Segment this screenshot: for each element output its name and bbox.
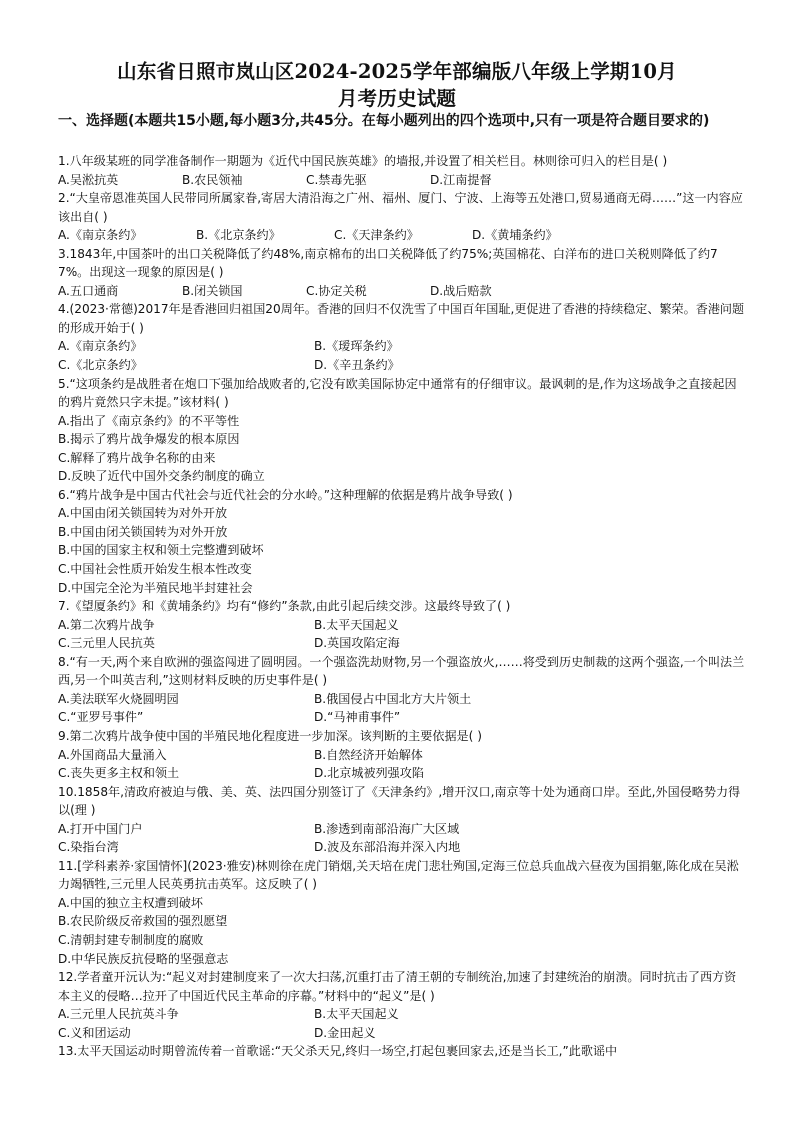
- answer-option[interactable]: C.禁毒先驱: [306, 172, 367, 187]
- question-stem: 9.第二次鸦片战争使中国的半殖民地化程度进一步加深。该判断的主要依据是( ): [58, 728, 482, 743]
- answer-option[interactable]: B.太平天国起义: [314, 1007, 399, 1022]
- exam-title-line2: 月考历史试题: [337, 87, 457, 110]
- option-row: [58, 634, 748, 653]
- answer-option[interactable]: B.中国由闭关锁国转为对外开放: [58, 524, 228, 539]
- question-stem: 10.1858年,清政府被迫与俄、美、英、法四国分别签订了《天津条约》,增开汉口,南京等十处为通商口岸。至此,外国侵略势力得以(理 ): [58, 784, 741, 818]
- question-stem: 2.“大皇帝恩准英国人民带同所属家眷,寄居大清沿海之广州、福州、厦门、宁波、上海等五处港口,贸易通商无碍……”这一内容应该出自( ): [58, 191, 743, 224]
- answer-option[interactable]: D.《辛丑条约》: [314, 358, 400, 373]
- answer-option[interactable]: D.中国完全沦为半殖民地半封建社会: [58, 580, 253, 595]
- question-item: [58, 375, 748, 486]
- option-row: [58, 449, 748, 468]
- option-row: [58, 467, 748, 486]
- option-row: [58, 950, 748, 969]
- question-item: [58, 486, 748, 597]
- question-stem: 7.《望厦条约》和《黄埔条约》均有“修约”条款,由此引起后续交涉。这最终导致了( ): [58, 599, 511, 614]
- answer-option[interactable]: D.反映了近代中国外交条约制度的确立: [58, 469, 265, 484]
- answer-option[interactable]: C.三元里人民抗英: [58, 636, 155, 651]
- question-item: [58, 1042, 748, 1061]
- option-row: [58, 912, 748, 931]
- answer-option[interactable]: A.美法联军火烧圆明园: [58, 691, 179, 706]
- answer-option[interactable]: C.义和团运动: [58, 1025, 131, 1040]
- answer-option[interactable]: D.战后赔款: [430, 283, 492, 298]
- option-row: [58, 337, 748, 356]
- question-stem: 3.1843年,中国茶叶的出口关税降低了约48%,南京棉布的出口关税降低了约75%;英国棉花、白洋布的进口关税则降低了约77%。出现这一现象的原因是( ): [58, 246, 718, 280]
- answer-option[interactable]: D.《黄埔条约》: [472, 228, 558, 243]
- option-row: [58, 764, 748, 783]
- question-stem: 5.“这项条约是战胜者在炮口下强加给战败者的,它没有欧美国际协定中通常有的仔细审议。最讽刺的是,作为这场战争之直接起因的鸦片竟然只字未提。”该材料( ): [58, 376, 737, 410]
- option-row: [58, 356, 748, 375]
- option-row: [58, 1005, 748, 1024]
- option-row: [58, 579, 748, 598]
- section-heading: 一、选择题(本题共15小题,每小题3分,共45分。在每小题列出的四个选项中,只有一项是符合题目要求的): [58, 113, 710, 129]
- question-stem: 1.八年级某班的同学准备制作一期题为《近代中国民族英雄》的墙报,并设置了相关栏目。林则徐可归入的栏目是( ): [58, 154, 668, 168]
- question-item: [58, 152, 748, 189]
- option-row: [58, 412, 748, 431]
- question-item: [58, 857, 748, 968]
- answer-option[interactable]: B.中国的国家主权和领土完整遭到破坏: [58, 543, 264, 558]
- question-stem: 11.[学科素养·家国情怀](2023·雅安)林则徐在虎门销烟,关天培在虎门悲壮殉国,定海三位总兵血战六昼夜为国捐躯,陈化成在吴淞力竭牺牲,三元里人民英勇抗击英军。这反映了( ): [58, 858, 739, 892]
- answer-option[interactable]: D.中华民族反抗侵略的坚强意志: [58, 951, 229, 966]
- question-item: [58, 968, 748, 1042]
- answer-option[interactable]: B.自然经济开始解体: [314, 747, 423, 762]
- answer-option[interactable]: A.五口通商: [58, 283, 119, 298]
- question-item: [58, 597, 748, 653]
- question-list: [58, 152, 748, 1061]
- answer-option[interactable]: A.第二次鸦片战争: [58, 617, 155, 632]
- answer-option[interactable]: C.解释了鸦片战争名称的由来: [58, 450, 216, 465]
- answer-option[interactable]: A.《南京条约》: [58, 228, 143, 243]
- answer-option[interactable]: A.打开中国门户: [58, 821, 143, 836]
- answer-option[interactable]: B.俄国侵占中国北方大片领土: [314, 691, 472, 706]
- answer-option[interactable]: A.三元里人民抗英斗争: [58, 1007, 179, 1022]
- option-row: [58, 746, 748, 765]
- answer-option[interactable]: D.“马神甫事件”: [314, 710, 401, 725]
- question-stem: 12.学者童开沅认为:“起义对封建制度来了一次大扫荡,沉重打击了清王朝的专制统治,加速了封建统治的崩溃。同时抗击了西方资本主义的侵略…拉开了中国近代民主革命的序幕。”材料中的“起义”是( ): [58, 970, 737, 1003]
- option-row: [58, 708, 748, 727]
- question-item: [58, 245, 748, 301]
- question-stem: 6.“鸦片战争是中国古代社会与近代社会的分水岭。”这种理解的依据是鸦片战争导致( ): [58, 487, 513, 502]
- question-item: [58, 300, 748, 374]
- option-row: [58, 430, 748, 449]
- answer-option[interactable]: B.《北京条约》: [196, 228, 281, 243]
- question-stem: 4.(2023·常德)2017年是香港回归祖国20周年。香港的回归不仅洗雪了中国百年国耻,更促进了香港的持续稳定、繁荣。香港问题的形成开始于( ): [58, 302, 745, 335]
- option-row: [58, 616, 748, 635]
- answer-option[interactable]: C.丧失更多主权和领土: [58, 766, 180, 781]
- answer-option[interactable]: B.闭关锁国: [182, 283, 243, 298]
- answer-option[interactable]: D.北京城被列强攻陷: [314, 766, 424, 781]
- question-item: [58, 189, 748, 245]
- answer-option[interactable]: D.金田起义: [314, 1025, 376, 1040]
- option-row: [58, 541, 748, 560]
- answer-option[interactable]: C.中国社会性质开始发生根本性改变: [58, 562, 252, 577]
- answer-option[interactable]: D.波及东部沿海并深入内地: [314, 840, 461, 855]
- answer-option[interactable]: B.农民领袖: [182, 172, 243, 187]
- answer-option[interactable]: A.《南京条约》: [58, 339, 143, 354]
- answer-option[interactable]: C.染指台湾: [58, 840, 119, 855]
- answer-option[interactable]: A.外国商品大量涌入: [58, 747, 167, 762]
- option-row: [58, 504, 748, 523]
- answer-option[interactable]: A.吴淞抗英: [58, 172, 119, 187]
- answer-option[interactable]: B.《瑷珲条约》: [314, 339, 399, 354]
- option-row: [58, 282, 748, 301]
- option-row: [58, 894, 748, 913]
- option-row: [58, 226, 748, 245]
- answer-option[interactable]: B.太平天国起义: [314, 617, 399, 632]
- option-row: [58, 690, 748, 709]
- answer-option[interactable]: C.《天津条约》: [334, 228, 419, 243]
- option-row: [58, 820, 748, 839]
- answer-option[interactable]: C.“亚罗号事件”: [58, 710, 144, 725]
- answer-option[interactable]: A.中国的独立主权遭到破坏: [58, 895, 203, 910]
- option-row: [58, 560, 748, 579]
- option-row: [58, 1024, 748, 1043]
- answer-option[interactable]: A.指出了《南京条约》的不平等性: [58, 413, 240, 428]
- question-item: [58, 653, 748, 727]
- answer-option[interactable]: A.中国由闭关锁国转为对外开放: [58, 506, 228, 521]
- option-row: [58, 838, 748, 857]
- answer-option[interactable]: B.渗透到南部沿海广大区域: [314, 821, 460, 836]
- answer-option[interactable]: C.《北京条约》: [58, 358, 143, 373]
- option-row: [58, 931, 748, 950]
- question-stem: 8.“有一天,两个来自欧洲的强盗闯进了圆明园。一个强盗洗劫财物,另一个强盗放火,……将受到历史制裁的这两个强盗,一个叫法兰西,另一个叫英吉利,”这则材料反映的历史事件是( ): [58, 654, 745, 688]
- answer-option[interactable]: C.清朝封建专制制度的腐败: [58, 932, 204, 947]
- question-item: [58, 727, 748, 783]
- answer-option[interactable]: B.农民阶级反帝救国的强烈愿望: [58, 914, 228, 929]
- exam-title-line1: 山东省日照市岚山区2024-2025学年部编版八年级上学期10月: [117, 60, 677, 83]
- option-row: [58, 171, 748, 190]
- answer-option[interactable]: C.协定关税: [306, 283, 367, 298]
- question-item: [58, 783, 748, 857]
- answer-option[interactable]: D.江南提督: [430, 172, 492, 187]
- question-stem: 13.太平天国运动时期曾流传着一首歌谣:“天父杀天兄,终归一场空,打起包裹回家去,还是当长工,”此歌谣中: [58, 1044, 618, 1059]
- answer-option[interactable]: B.揭示了鸦片战争爆发的根本原因: [58, 432, 240, 447]
- option-row: [58, 523, 748, 542]
- answer-option[interactable]: D.英国攻陷定海: [314, 636, 400, 651]
